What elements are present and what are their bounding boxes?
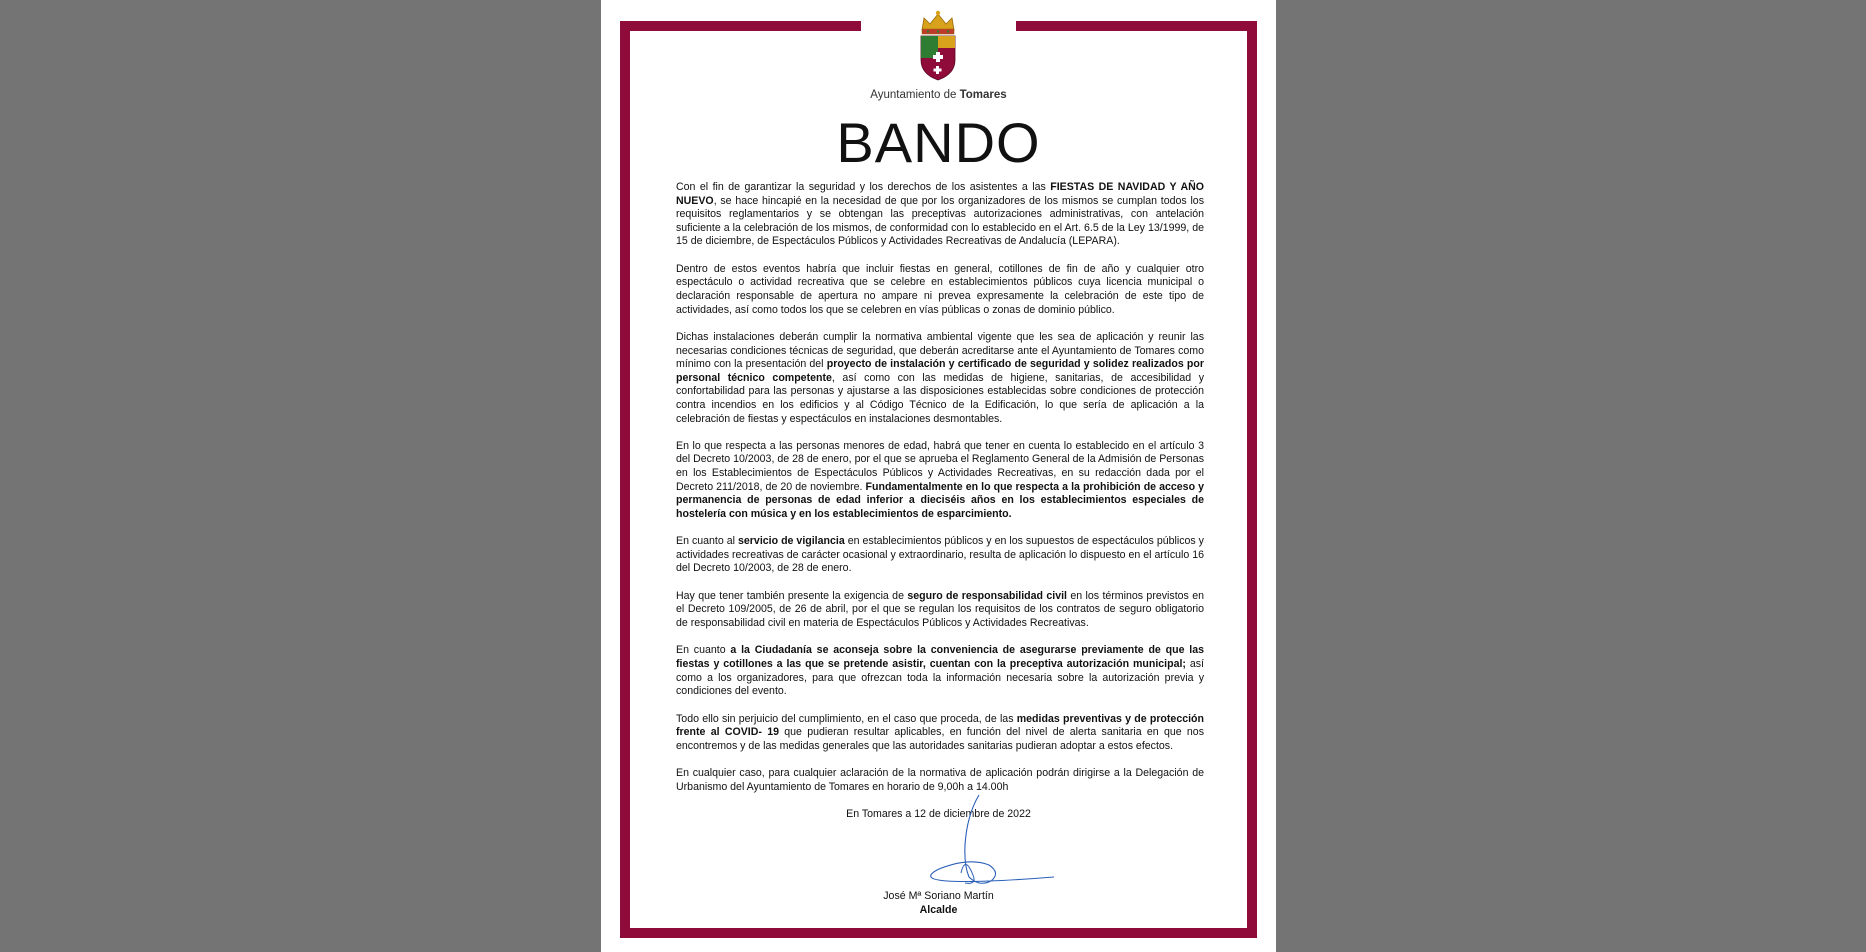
- document-page: [601, 0, 1276, 952]
- paragraph-segment: Con el fin de garantizar la seguridad y los derechos de los asistentes a las: [676, 181, 1051, 193]
- body-paragraph: [676, 331, 1204, 426]
- body-paragraph: [676, 644, 1204, 698]
- paragraph-bold-segment: a la Ciudadanía se aconseja sobre la conveniencia de asegurarse previamente de que las fiestas y cotillones a las que se pretende asistir, cuentan con la preceptiva autorización municipal;: [676, 644, 1204, 670]
- paragraph-bold-segment: Fundamentalmente en lo que respecta a la prohibición de acceso y permanencia de personas de edad inferior a dieciséis años en los establecimientos especiales de hostelería con música y en los establecimientos de esparcimiento.: [676, 480, 1204, 520]
- date-line: En Tomares a 12 de diciembre de 2022: [846, 808, 1031, 820]
- paragraph-segment: Dentro de estos eventos habría que incluir fiestas en general, cotillones de fin de año y cualquier otro espectáculo o actividad recreativa que se celebre en establecimientos públicos cuya licencia municipal o declaración responsable de apertura no ampare ni prevea expresamente la celebración de este tipo de actividades, así como todos los que se celebren en vías públicas o zonas de dominio público.: [676, 262, 1204, 316]
- document-body: [676, 181, 1204, 808]
- paragraph-segment: , así como con las medidas de higiene, sanitarias, de accesibilidad y confortabilidad para las personas y ajustarse a las disposiciones establecidas sobre condiciones de protección contra incendios en los edificios y al Código Técnico de la Edificación, lo que sería de aplicación a la celebración de fiestas y espectáculos en instalaciones desmontables.: [676, 371, 1204, 425]
- municipality-caption: [601, 89, 1276, 101]
- paragraph-segment: Dichas instalaciones deberán cumplir la normativa ambiental vigente que les sea de aplicación y reunir las necesarias condiciones técnicas de seguridad, que deberán acreditarse ante el Ayuntamiento de Tomares como mínimo con la presentación del: [676, 330, 1204, 371]
- paragraph-bold-segment: servicio de vigilancia: [738, 535, 845, 548]
- paragraph-segment: En lo que respecta a las personas menores de edad, habrá que tener en cuenta lo establecido en el artículo 3 del Decreto 10/2003, de 28 de enero, por el que se aprueba el Reglamento General de la Admisión de Personas en los Establecimientos de Espectáculos Públicos y Actividades Recreativas, en su redacción dada por el Decreto 211/2018, de 20 de noviembre.: [676, 439, 1204, 493]
- body-paragraph: [676, 181, 1204, 249]
- body-paragraph: [676, 590, 1204, 631]
- paragraph-bold-segment: medidas preventivas y de protección frente al COVID- 19: [676, 712, 1204, 739]
- municipality-prefix: Ayuntamiento de: [870, 89, 957, 101]
- body-paragraph: [676, 440, 1204, 522]
- paragraph-segment: Todo ello sin perjuicio del cumplimiento, en el caso que proceda, de las: [676, 712, 1017, 725]
- paragraph-segment: , se hace hincapié en la necesidad de que por los organizadores de los mismos se cumplan todos los requisitos reglamentarios y se obtengan las preceptivas autorizaciones administrativas, con antelación suficiente a la celebración de los mismos, de conformidad con lo establecido en el Art. 6.5 de la Ley 13/1999, de 15 de diciembre, de Espectáculos Públicos y Actividades Recreativas de Andalucía (LEPARA).: [676, 194, 1204, 248]
- municipality-name: Tomares: [959, 89, 1007, 101]
- paragraph-segment: que pudieran resultar aplicables, en función del nivel de alerta sanitaria en que nos encontremos y de las medidas generales que las autoridades sanitarias pudieran adoptar a estos efectos.: [676, 726, 1204, 752]
- paragraph-segment: en establecimientos públicos y en los supuestos de espectáculos públicos y actividades recreativas de carácter ocasional y extraordinario, resulta de aplicación lo dispuesto en el artículo 16 del Decreto 10/2003, de 28 de enero.: [676, 535, 1204, 575]
- body-paragraph: [676, 535, 1204, 576]
- paragraph-segment: Hay que tener también presente la exigencia de: [676, 589, 908, 602]
- municipal-coat-of-arms-icon: [912, 8, 964, 82]
- paragraph-segment: En cuanto al: [676, 535, 739, 548]
- body-paragraph: [676, 263, 1204, 317]
- paragraph-segment: En cualquier caso, para cualquier aclaración de la normativa de aplicación podrán dirigirse a la Delegación de Urbanismo del Ayuntamiento de Tomares en horario de 9,00h a 14.00h: [676, 767, 1204, 793]
- handwritten-signature: [869, 785, 1059, 895]
- signer-name: José Mª Soriano Martín: [883, 890, 994, 902]
- signer-block: [601, 890, 1276, 917]
- paragraph-bold-segment: proyecto de instalación y certificado de seguridad y solidez realizados por personal técnico competente: [676, 358, 1204, 384]
- paragraph-segment: en los términos previstos en el Decreto 109/2005, de 26 de abril, por el que se regulan los requisitos de los contratos de seguro obligatorio de responsabilidad civil en materia de Espectáculos Públicos y Actividades Recreativas.: [676, 589, 1204, 630]
- signer-role: Alcalde: [919, 903, 958, 916]
- document-title: BANDO: [836, 111, 1041, 174]
- paragraph-bold-segment: seguro de responsabilidad civil: [907, 589, 1067, 602]
- paragraph-bold-segment: FIESTAS DE NAVIDAD Y AÑO NUEVO: [676, 181, 1205, 207]
- paragraph-segment: En cuanto: [676, 644, 731, 657]
- paragraph-segment: así como a los organizadores, para que ofrezcan toda la información necesaria sobre la autorización previa y condiciones del evento.: [676, 658, 1205, 698]
- body-paragraph: [676, 713, 1204, 754]
